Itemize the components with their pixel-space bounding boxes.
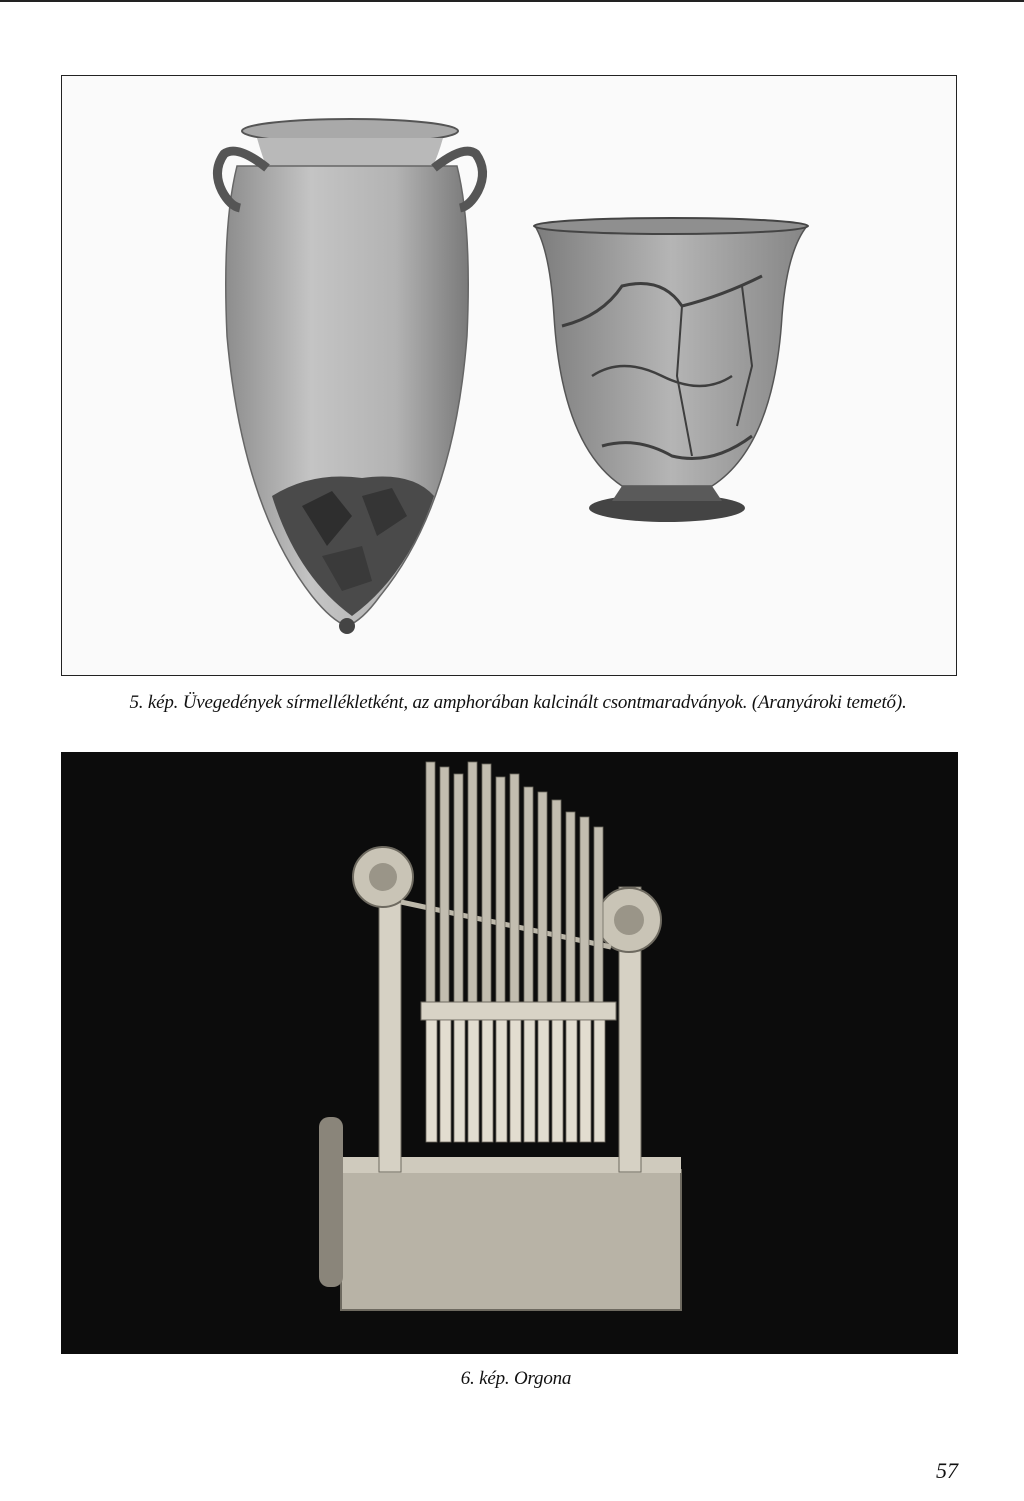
- organ-image: [319, 762, 681, 1310]
- amphora-image: [217, 119, 482, 634]
- figure-6-photo: [61, 752, 958, 1354]
- figure-5-caption: 5. kép. Üvegedények sírmellékletként, az amphorában kalcinált csontmaradványok. (Aranyároki temető).: [129, 692, 907, 713]
- top-border: [0, 0, 1024, 2]
- figure-6-caption: 6. kép. Orgona: [460, 1368, 572, 1389]
- figure-5-photo: [61, 75, 957, 676]
- glass-cup-image: [534, 218, 808, 522]
- page-number: 57: [936, 1458, 958, 1483]
